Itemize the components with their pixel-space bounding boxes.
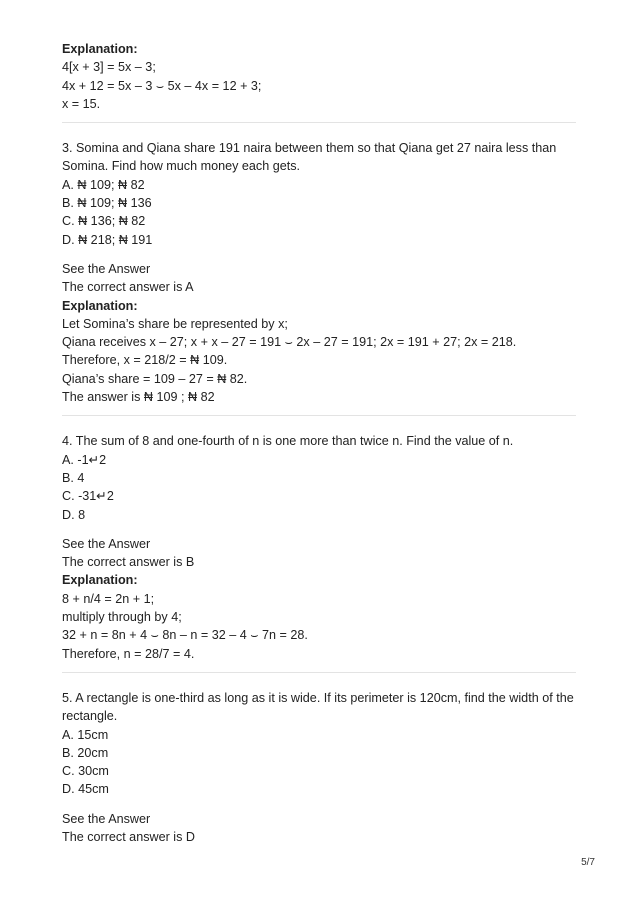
spacer [62, 799, 576, 810]
answer-option: B. 20cm [62, 745, 109, 760]
explanation-heading: Explanation: [62, 573, 138, 588]
text-line: 32 + n = 8n + 4 ⌣ 8n – n = 32 – 4 ⌣ 7n = 28. [62, 628, 308, 643]
correct-answer-text: The correct answer is B [62, 555, 195, 570]
text-line: Qiana’s share = 109 – 27 = ₦ 82. [62, 371, 248, 386]
text-line: multiply through by 4; [62, 610, 182, 625]
section-divider [62, 672, 576, 673]
answer-option: D. 45cm [62, 782, 109, 797]
text-line: Therefore, x = 218/2 = ₦ 109. [62, 353, 228, 368]
text-line: The answer is ₦ 109 ; ₦ 82 [62, 390, 215, 405]
answer-option: D. ₦ 218; ₦ 191 [62, 232, 153, 247]
answer-option: A. -1↵2 [62, 452, 107, 467]
spacer [62, 249, 576, 260]
answer-option: C. ₦ 136; ₦ 82 [62, 214, 146, 229]
text-line: Qiana receives x – 27; x + x – 27 = 191 ⌣ 2x – 27 = 191; 2x = 191 + 27; 2x = 218. [62, 335, 517, 350]
text-line: 4x + 12 = 5x – 3 ⌣ 5x – 4x = 12 + 3; [62, 78, 262, 93]
question-text: 5. A rectangle is one-third as long as it is wide. If its perimeter is 120cm, find the width of the rectangle. [62, 690, 574, 724]
answer-option: A. 15cm [62, 727, 109, 742]
question-text: 3. Somina and Qiana share 191 naira between them so that Qiana get 27 naira less than Somina. Find how much money each gets. [62, 141, 557, 174]
page-number: 5/7 [581, 857, 595, 868]
text-line: 8 + n/4 = 2n + 1; [62, 591, 155, 606]
answer-option: C. 30cm [62, 764, 109, 779]
answer-option: B. ₦ 109; ₦ 136 [62, 196, 152, 211]
text-line: 4[x + 3] = 5x – 3; [62, 60, 156, 75]
section-divider [62, 122, 576, 123]
text-line: Let Somina’s share be represented by x; [62, 316, 288, 331]
explanation-heading: Explanation: [62, 42, 138, 56]
answer-option: A. ₦ 109; ₦ 82 [62, 177, 145, 192]
answer-option: D. 8 [62, 507, 86, 522]
see-answer-link[interactable]: See the Answer [62, 536, 151, 551]
section-divider [62, 415, 576, 416]
correct-answer-text: The correct answer is D [62, 829, 195, 844]
answer-option: C. -31↵2 [62, 489, 114, 504]
text-line: Therefore, n = 28/7 = 4. [62, 646, 195, 661]
see-answer-link[interactable]: See the Answer [62, 261, 151, 276]
explanation-heading: Explanation: [62, 298, 138, 313]
question-text: 4. The sum of 8 and one-fourth of n is one more than twice n. Find the value of n. [62, 434, 514, 449]
answer-option: B. 4 [62, 470, 85, 485]
see-answer-link[interactable]: See the Answer [62, 811, 151, 826]
correct-answer-text: The correct answer is A [62, 280, 194, 295]
document-page [62, 40, 576, 846]
spacer [62, 524, 576, 535]
text-line: x = 15. [62, 96, 101, 111]
